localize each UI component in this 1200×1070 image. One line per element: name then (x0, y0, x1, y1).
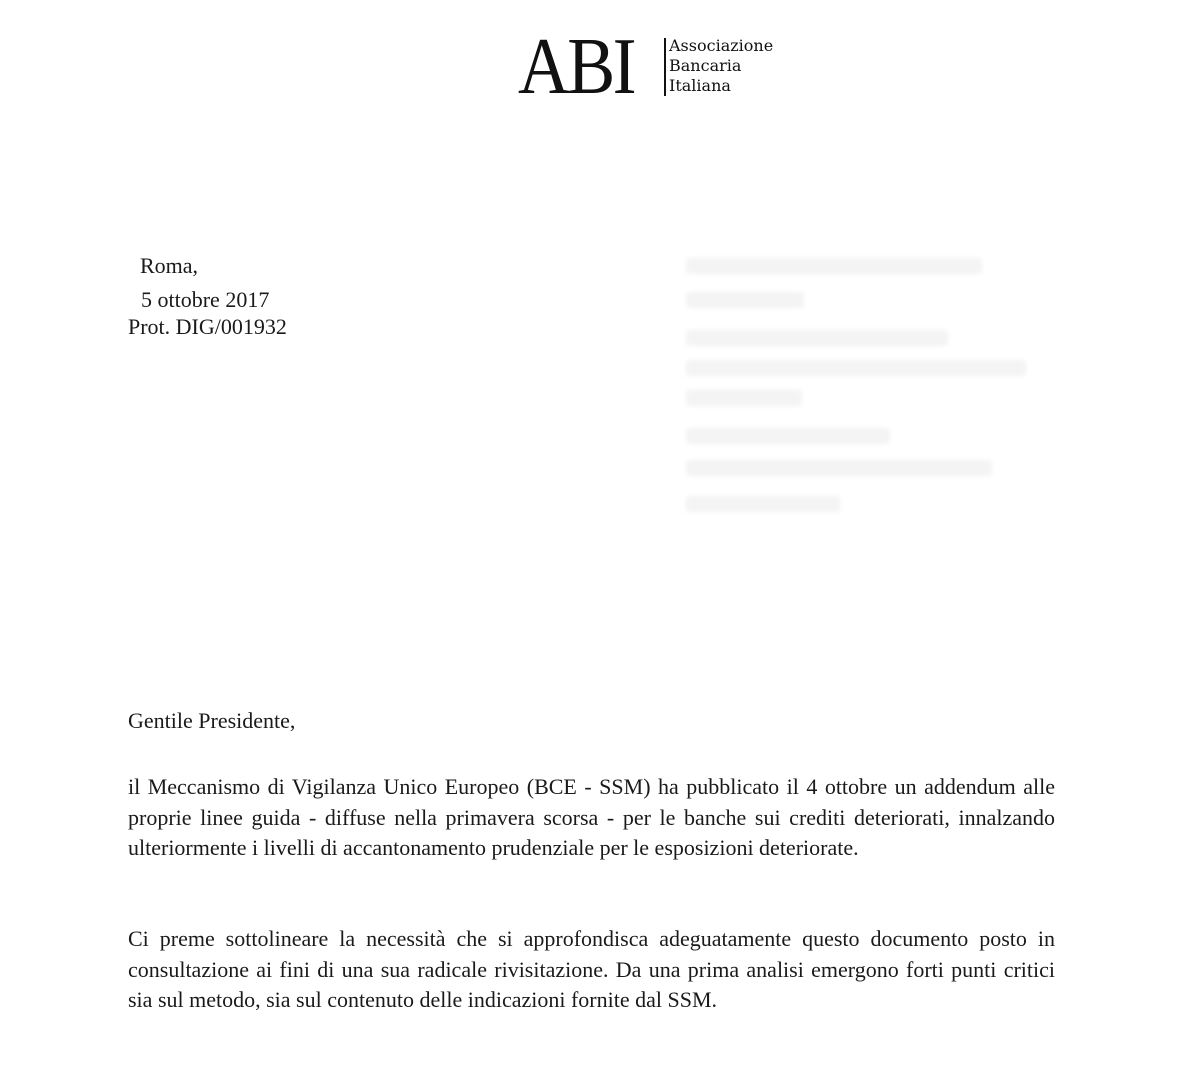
salutation: Gentile Presidente, (128, 708, 296, 733)
redacted-line (686, 258, 982, 274)
logo-org-line-3: Italiana (669, 76, 731, 95)
body-paragraph-2: Ci preme sottolineare la necessità che si approfondisca adeguatamente questo documento posto in consultazione ai fini di una sua radicale rivisitazione. Da una prima analisi emergono forti punti critici sia sul metodo, sia sul contenuto delle indicazioni fornite dal SSM. (128, 926, 1055, 1012)
body-paragraph-1: il Meccanismo di Vigilanza Unico Europeo (BCE - SSM) ha pubblicato il 4 ottobre un addendum alle proprie linee guida - diffuse nella primavera scorsa - per le banche sui crediti deteriorati, innalzando ulteriormente i livelli di accantonamento prudenziale per le esposizioni deteriorate. (128, 774, 1055, 860)
redacted-line (686, 496, 840, 512)
logo-abi-mark: ABI (518, 23, 634, 111)
redacted-line (686, 428, 890, 444)
place-line: Roma, (140, 253, 199, 278)
redacted-line (686, 330, 948, 346)
date-line: 5 ottobre 2017 (141, 287, 270, 312)
protocol-number: Prot. DIG/001932 (128, 314, 287, 339)
logo-divider (664, 38, 666, 96)
redacted-line (686, 460, 992, 476)
logo-org-line-2: Bancaria (669, 56, 742, 75)
letterhead-logo (518, 23, 798, 111)
redacted-line (686, 390, 802, 406)
logo-org-name (669, 36, 773, 96)
redacted-line (686, 292, 804, 308)
recipient-address-redacted (682, 250, 1042, 530)
logo-org-line-1: Associazione (669, 36, 774, 55)
redacted-line (686, 360, 1026, 376)
